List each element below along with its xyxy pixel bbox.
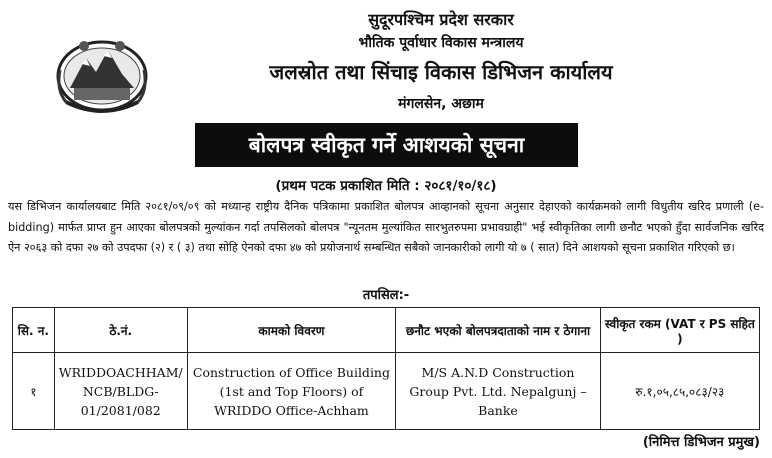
header-contract-no: ठे.नं. (54, 308, 187, 353)
cell-sn: १ (13, 353, 55, 430)
header-amount: स्वीकृत रकम (VAT र PS सहित ) (600, 308, 759, 353)
header-sn: सि. न. (13, 308, 55, 353)
header-bidder: छनौट भएको बोलपत्रदाताको नाम र ठेगाना (396, 308, 601, 353)
notice-title-banner: बोलपत्र स्वीकृत गर्ने आशयको सूचना (195, 123, 578, 167)
province-name: सुदूरपश्चिम प्रदेश सरकार (368, 10, 514, 29)
award-table (12, 307, 760, 430)
cell-bidder: M/S A.N.D Construction Group Pvt. Ltd. Nepalgunj –Banke (396, 353, 601, 430)
table-caption: तपसिल:- (362, 288, 410, 303)
cell-description: Construction of Office Building (1st and Top Floors) of WRIDDO Office-Achham (187, 353, 396, 430)
table-header-row (13, 308, 760, 353)
office-location: मंगलसेन, अछाम (398, 96, 484, 112)
office-name: जलस्रोत तथा सिंचाइ विकास डिभिजन कार्यालय (269, 60, 613, 84)
header-description: कामको विवरण (187, 308, 396, 353)
nepal-emblem-icon (52, 30, 152, 114)
publication-date: (प्रथम पटक प्रकाशित मिति : २०८१/१०/१८) (275, 178, 497, 194)
ministry-name: भौतिक पूर्वाधार विकास मन्त्रालय (358, 35, 524, 51)
cell-amount: रु.१,०५,८५,०८३/२३ (600, 353, 759, 430)
notice-body: यस डिभिजन कार्यालयबाट मिति २०८१/०९/०९ को मध्यान्ह राष्ट्रीय दैनिक पत्रिकामा प्रकाशित बोलपत्र आव्हानको सूचना अनुसार देहाएको कार्यक्रमको लागी विधुतीय खरिद प्रणाली (e-bidding) मार्फत प्राप्त हुन आएका बोलपत्रको मुल्यांकन गर्दा तपसिलको बोलपत्र "न्यूनतम मुल्यांकित सारभुतरुपमा प्रभावग्राही" भई स्वीकृतिका लागी छनौट भएको हुँदा सार्वजनिक खरिद ऐन २०६३ को दफा २७ को उपदफा (२) र ( ३) तथा सोहि ऐनको दफा ४७ को प्रयोजनार्थ सम्बन्धित सबैको जानकारीको लागी यो ७ ( सात) दिने आशयको सूचना प्रकाशित गरिएको छ। (8, 200, 764, 254)
cell-contract-no: WRIDDOACHHAM/ NCB/BLDG- 01/2081/082 (54, 353, 187, 430)
table-row (13, 353, 760, 430)
signature-block: (निमित्त डिभिजन प्रमुख) (642, 435, 760, 450)
